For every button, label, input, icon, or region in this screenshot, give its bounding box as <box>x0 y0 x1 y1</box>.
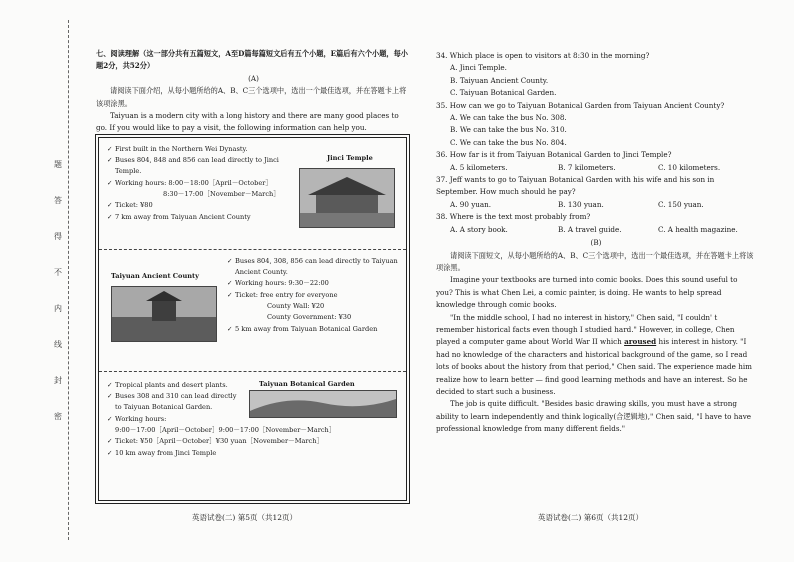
instruction-b: 请阅读下面短文，从每小题所给的A、B、C三个选项中，选出一个最佳选项，并在答题卡上将该项涂黑。 <box>436 250 754 272</box>
instruction-a: 请阅读下面介绍，从每小题所给的A、B、C三个选项中，选出一个最佳选项，并在答题卡上将该项涂黑。 <box>96 86 407 108</box>
option: A. Jinci Temple. <box>450 63 507 73</box>
side-label: 线 <box>54 340 62 349</box>
info-item: ✓ First built in the Northern Wei Dynasty. <box>107 144 280 155</box>
attraction-botanical-garden <box>99 372 406 500</box>
question-36 <box>436 149 756 174</box>
check-icon: ✓ <box>227 279 233 288</box>
side-label: 封 <box>54 376 62 385</box>
binding-dashed-line <box>68 20 69 540</box>
attraction-jinci-temple <box>99 138 406 250</box>
info-item: Ancient County. <box>235 268 288 277</box>
question-34 <box>436 50 756 100</box>
option: C. Taiyuan Botanical Garden. <box>450 88 557 98</box>
info-item: County Government: ¥30 <box>267 313 352 322</box>
option: A. 90 yuan. <box>450 199 492 209</box>
info-item: ✓ Buses 804, 848 and 856 can lead directly to Jinci <box>107 155 280 166</box>
check-icon: ✓ <box>107 156 113 165</box>
check-icon: ✓ <box>107 392 113 401</box>
option: B. 130 yuan. <box>558 199 604 209</box>
passage-paragraph-3: The job is quite difficult. "Besides basic drawing skills, you must have a strong ability to learn independently and think logically(合逻辑地)," Chen said, "I have to have professional knowledge from many different fields." <box>436 399 752 434</box>
option: C. 150 yuan. <box>658 199 704 209</box>
info-item: ✓ Buses 308 and 310 can lead directly <box>107 391 335 402</box>
option: C. A health magazine. <box>658 224 738 234</box>
botanical-garden-photo <box>249 390 397 418</box>
right-column <box>436 50 756 436</box>
check-icon: ✓ <box>107 414 113 423</box>
option: A. A story book. <box>450 224 508 234</box>
underlined-word: aroused <box>624 337 657 347</box>
botanical-garden-title: Taiyuan Botanical Garden <box>259 379 355 388</box>
info-item: ✓ Working hours: 8:00－18:00［April－October］ <box>107 178 280 189</box>
info-item: 9:00－17:00［April－October］9:00－17:00［November－March］ <box>115 426 336 435</box>
jinci-temple-title: Jinci Temple <box>327 153 373 162</box>
check-icon: ✓ <box>107 144 113 153</box>
passage-paragraph-1: Imagine your textbooks are turned into comic books. Does this sound useful to you? This is what Chen Lei, a comic painter, is doing. He wants to help spread knowledge through comic books. <box>436 275 738 310</box>
option: A. 5 kilometers. <box>450 162 508 172</box>
footer-page-5: 英语试卷(二) 第5页（共12页） <box>192 513 298 522</box>
left-column <box>96 48 411 501</box>
side-label: 密 <box>54 412 62 421</box>
question-text: 35. How can we go to Taiyuan Botanical Garden from Taiyuan Ancient County? <box>436 100 725 110</box>
attraction-ancient-county <box>99 250 406 372</box>
footer-page-6: 英语试卷(二) 第6页（共12页） <box>538 513 644 522</box>
check-icon: ✓ <box>227 324 233 333</box>
part-a-label: (A) <box>248 73 259 83</box>
question-text: 38. Where is the text most probably from? <box>436 212 591 222</box>
info-item: ✓ 5 km away from Taiyuan Botanical Garden <box>227 324 398 335</box>
check-icon: ✓ <box>227 290 233 299</box>
question-text: 34. Which place is open to visitors at 8:30 in the morning? <box>436 51 650 60</box>
binding-side-labels <box>50 160 66 448</box>
info-item: ✓ Tropical plants and desert plants. <box>107 380 335 391</box>
section-title: 七、阅读理解（这一部分共有五篇短文，A至D篇每篇短文后有五个小题，E篇后有六个小题，每小题2分，共52分） <box>96 49 408 71</box>
side-label: 题 <box>54 160 62 169</box>
info-item: ✓ Working hours: 9:30－22:00 <box>227 278 398 289</box>
info-item: ✓ Ticket: free entry for everyone <box>227 290 398 301</box>
passage-paragraph-2: "In the middle school, I had no interest in history," Chen said, "I couldn' t remember historical facts even though I studied hard." However, in college, Chen played a computer game about World War II which aroused his interest in history. "I had no knowledge of the characters and historical background of the game, so I read lots of books about the history from that period," Chen said. The experience made him realize how to learn better — find good learning methods and have an interest. So he decided to start such a business. <box>436 312 752 396</box>
question-text: 37. Jeff wants to go to Taiyuan Botanical Garden with his wife and his son in September. How much should he pay? <box>436 175 715 197</box>
part-b-label: (B) <box>590 238 602 248</box>
info-item: ✓ Buses 804, 308, 856 can lead directly to Taiyuan <box>227 256 398 267</box>
question-37 <box>436 174 756 211</box>
ancient-county-photo <box>111 286 217 342</box>
side-label: 不 <box>54 268 62 277</box>
ancient-county-title: Taiyuan Ancient County <box>111 271 199 280</box>
check-icon: ✓ <box>107 437 113 446</box>
option: A. We can take the bus No. 308. <box>450 113 567 123</box>
option: B. We can take the bus No. 310. <box>450 125 567 135</box>
attractions-info-box <box>98 137 407 501</box>
info-item: to Taiyuan Botanical Garden. <box>115 403 213 412</box>
option: B. Taiyuan Ancient County. <box>450 75 549 85</box>
info-item: ✓ 10 km away from Jinci Temple <box>107 448 335 459</box>
info-item: ✓ Ticket: ¥80 <box>107 200 280 211</box>
jinci-temple-photo <box>299 168 395 228</box>
check-icon: ✓ <box>107 448 113 457</box>
check-icon: ✓ <box>107 201 113 210</box>
info-item: Temple. <box>115 167 142 176</box>
intro-text: Taiyuan is a modern city with a long history and there are many good places to go. If you would like to pay a visit, the following information can help you. <box>96 111 399 133</box>
info-item: 8:30－17:00［November－March］ <box>163 190 280 199</box>
option: B. 7 kilometers. <box>558 162 616 172</box>
check-icon: ✓ <box>107 178 113 187</box>
option: B. A travel guide. <box>558 224 622 234</box>
info-item: ✓ 7 km away from Taiyuan Ancient County <box>107 212 280 223</box>
check-icon: ✓ <box>227 256 233 265</box>
option: C. We can take the bus No. 804. <box>450 137 567 147</box>
check-icon: ✓ <box>107 380 113 389</box>
side-label: 得 <box>54 232 62 241</box>
info-item: ✓ Ticket: ¥50［April－October］¥30 yuan［November－March］ <box>107 436 335 447</box>
question-35 <box>436 100 756 150</box>
option: C. 10 kilometers. <box>658 162 721 172</box>
side-label: 内 <box>54 304 62 313</box>
question-38 <box>436 211 756 236</box>
info-item: County Wall: ¥20 <box>267 302 325 311</box>
question-text: 36. How far is it from Taiyuan Botanical Garden to Jinci Temple? <box>436 150 672 160</box>
side-label: 答 <box>54 196 62 205</box>
check-icon: ✓ <box>107 212 113 221</box>
info-item: ✓ Working hours: <box>107 414 335 425</box>
